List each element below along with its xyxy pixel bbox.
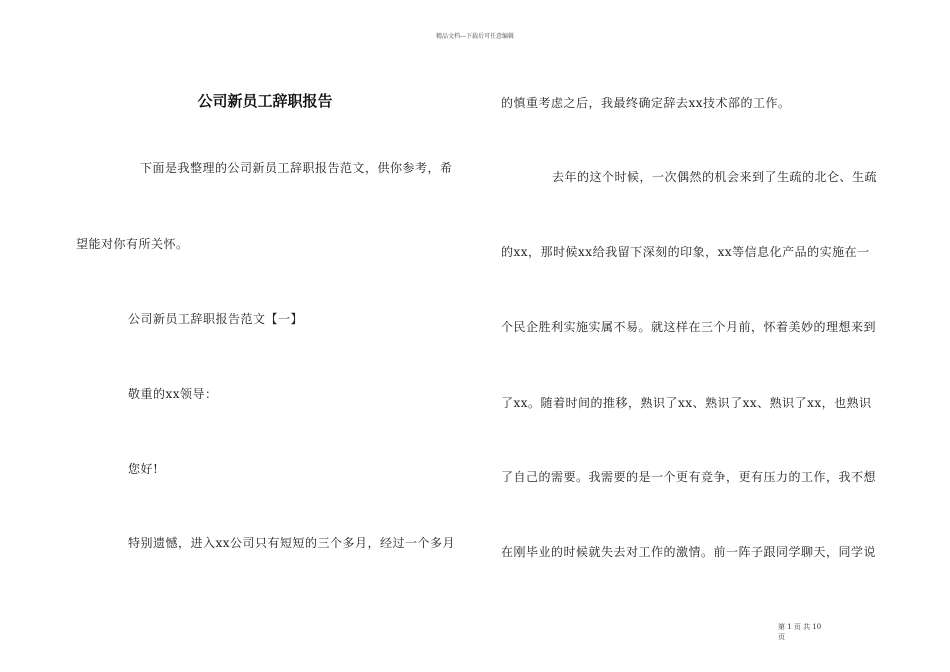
- left-line-6: 特别遗憾，进入xx公司只有短短的三个多月，经过一个多月: [128, 536, 456, 550]
- right-line-4: 个民企胜利实施实属不易。就这样在三个月前，怀着美妙的理想来到: [501, 320, 877, 334]
- right-line-1: 的慎重考虑之后，我最终确定辞去xx技术部的工作。: [501, 96, 791, 110]
- document-title: 公司新员工辞职报告: [197, 92, 333, 110]
- page-header: 精品文档---下载后可任意编辑: [435, 33, 515, 40]
- salutation: 敬重的xx领导：: [128, 387, 218, 401]
- page-footer: [778, 622, 821, 642]
- right-line-3: 的xx，那时候xx给我留下深刻的印象，xx等信息化产品的实施在一: [501, 245, 870, 259]
- right-line-7: 在刚毕业的时候就失去对工作的激情。前一阵子跟同学聊天，同学说: [501, 545, 877, 559]
- right-line-6: 了自己的需要。我需要的是一个更有竞争，更有压力的工作，我不想: [501, 470, 877, 484]
- greeting: 您好!: [128, 462, 159, 476]
- left-line-2: 望能对你有所关怀。: [76, 237, 189, 251]
- page-number-line2: 页: [778, 633, 785, 641]
- section-heading: 公司新员工辞职报告范文【一】: [128, 312, 304, 326]
- right-line-5: 了xx。随着时间的推移，熟识了xx、熟识了xx、熟识了xx，也熟识: [501, 396, 872, 410]
- page-number-line1: 第 1 页 共 10: [778, 623, 822, 631]
- right-line-2: 去年的这个时候，一次偶然的机会来到了生疏的北仑、生疏: [552, 170, 878, 184]
- left-line-1: 下面是我整理的公司新员工辞职报告范文，供你参考，希: [140, 161, 453, 175]
